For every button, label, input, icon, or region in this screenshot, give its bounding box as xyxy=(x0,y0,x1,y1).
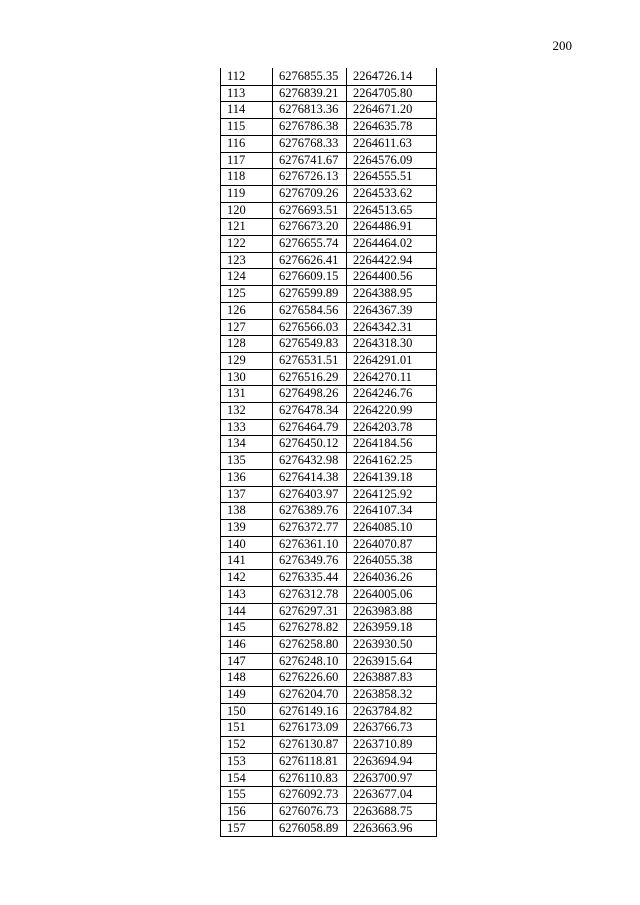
table-row xyxy=(221,536,437,553)
point-number-cell: 117 xyxy=(221,152,273,169)
point-number-cell: 149 xyxy=(221,687,273,704)
x-coordinate-cell: 6276498.26 xyxy=(273,386,347,403)
table-row xyxy=(221,185,437,202)
table-row xyxy=(221,620,437,637)
x-coordinate-cell: 6276726.13 xyxy=(273,169,347,186)
table-row xyxy=(221,286,437,303)
point-number-cell: 132 xyxy=(221,403,273,420)
x-coordinate-cell: 6276361.10 xyxy=(273,536,347,553)
x-coordinate-cell: 6276839.21 xyxy=(273,85,347,102)
y-coordinate-cell: 2264342.31 xyxy=(347,319,437,336)
point-number-cell: 113 xyxy=(221,85,273,102)
point-number-cell: 115 xyxy=(221,119,273,136)
x-coordinate-cell: 6276693.51 xyxy=(273,202,347,219)
x-coordinate-cell: 6276297.31 xyxy=(273,603,347,620)
table-row xyxy=(221,553,437,570)
y-coordinate-cell: 2264085.10 xyxy=(347,519,437,536)
page-number: 200 xyxy=(552,38,572,53)
x-coordinate-cell: 6276464.79 xyxy=(273,419,347,436)
y-coordinate-cell: 2264533.62 xyxy=(347,185,437,202)
point-number-cell: 119 xyxy=(221,185,273,202)
table-row xyxy=(221,202,437,219)
point-number-cell: 118 xyxy=(221,169,273,186)
x-coordinate-cell: 6276432.98 xyxy=(273,453,347,470)
y-coordinate-cell: 2264184.56 xyxy=(347,436,437,453)
point-number-cell: 134 xyxy=(221,436,273,453)
y-coordinate-cell: 2264055.38 xyxy=(347,553,437,570)
table-row xyxy=(221,503,437,520)
point-number-cell: 136 xyxy=(221,469,273,486)
table-row xyxy=(221,252,437,269)
table-row xyxy=(221,336,437,353)
table-row xyxy=(221,453,437,470)
table-row xyxy=(221,603,437,620)
y-coordinate-cell: 2263858.32 xyxy=(347,687,437,704)
x-coordinate-cell: 6276599.89 xyxy=(273,286,347,303)
x-coordinate-cell: 6276248.10 xyxy=(273,653,347,670)
x-coordinate-cell: 6276372.77 xyxy=(273,519,347,536)
table-row xyxy=(221,486,437,503)
x-coordinate-cell: 6276609.15 xyxy=(273,269,347,286)
y-coordinate-cell: 2263915.64 xyxy=(347,653,437,670)
x-coordinate-cell: 6276389.76 xyxy=(273,503,347,520)
y-coordinate-cell: 2263710.89 xyxy=(347,737,437,754)
point-number-cell: 139 xyxy=(221,519,273,536)
y-coordinate-cell: 2264162.25 xyxy=(347,453,437,470)
table-row xyxy=(221,519,437,536)
point-number-cell: 120 xyxy=(221,202,273,219)
x-coordinate-cell: 6276110.83 xyxy=(273,770,347,787)
y-coordinate-cell: 2263694.94 xyxy=(347,753,437,770)
table-row xyxy=(221,386,437,403)
point-number-cell: 130 xyxy=(221,369,273,386)
y-coordinate-cell: 2264125.92 xyxy=(347,486,437,503)
table-row xyxy=(221,770,437,787)
x-coordinate-cell: 6276516.29 xyxy=(273,369,347,386)
point-number-cell: 156 xyxy=(221,803,273,820)
y-coordinate-cell: 2264203.78 xyxy=(347,419,437,436)
table-row xyxy=(221,302,437,319)
point-number-cell: 150 xyxy=(221,703,273,720)
table-row xyxy=(221,135,437,152)
point-number-cell: 123 xyxy=(221,252,273,269)
point-number-cell: 151 xyxy=(221,720,273,737)
x-coordinate-cell: 6276278.82 xyxy=(273,620,347,637)
table-row xyxy=(221,169,437,186)
y-coordinate-cell: 2264246.76 xyxy=(347,386,437,403)
y-coordinate-cell: 2263766.73 xyxy=(347,720,437,737)
table-row xyxy=(221,236,437,253)
y-coordinate-cell: 2264139.18 xyxy=(347,469,437,486)
point-number-cell: 155 xyxy=(221,787,273,804)
x-coordinate-cell: 6276786.38 xyxy=(273,119,347,136)
x-coordinate-cell: 6276118.81 xyxy=(273,753,347,770)
point-number-cell: 128 xyxy=(221,336,273,353)
x-coordinate-cell: 6276204.70 xyxy=(273,687,347,704)
point-number-cell: 141 xyxy=(221,553,273,570)
point-number-cell: 140 xyxy=(221,536,273,553)
table-row xyxy=(221,703,437,720)
y-coordinate-cell: 2264220.99 xyxy=(347,403,437,420)
point-number-cell: 129 xyxy=(221,352,273,369)
y-coordinate-cell: 2263700.97 xyxy=(347,770,437,787)
table-row xyxy=(221,803,437,820)
table-row xyxy=(221,720,437,737)
y-coordinate-cell: 2264291.01 xyxy=(347,352,437,369)
x-coordinate-cell: 6276258.80 xyxy=(273,636,347,653)
table-row xyxy=(221,69,437,86)
table-row xyxy=(221,737,437,754)
x-coordinate-cell: 6276092.73 xyxy=(273,787,347,804)
point-number-cell: 114 xyxy=(221,102,273,119)
point-number-cell: 142 xyxy=(221,570,273,587)
y-coordinate-cell: 2264726.14 xyxy=(347,69,437,86)
point-number-cell: 126 xyxy=(221,302,273,319)
table-row xyxy=(221,352,437,369)
x-coordinate-cell: 6276349.76 xyxy=(273,553,347,570)
y-coordinate-cell: 2264318.30 xyxy=(347,336,437,353)
y-coordinate-cell: 2264270.11 xyxy=(347,369,437,386)
point-number-cell: 154 xyxy=(221,770,273,787)
point-number-cell: 146 xyxy=(221,636,273,653)
table-row xyxy=(221,753,437,770)
point-number-cell: 153 xyxy=(221,753,273,770)
table-row xyxy=(221,119,437,136)
point-number-cell: 121 xyxy=(221,219,273,236)
y-coordinate-cell: 2264005.06 xyxy=(347,586,437,603)
table-row xyxy=(221,653,437,670)
point-number-cell: 144 xyxy=(221,603,273,620)
table-row xyxy=(221,670,437,687)
x-coordinate-cell: 6276403.97 xyxy=(273,486,347,503)
table-row xyxy=(221,369,437,386)
table-row xyxy=(221,403,437,420)
y-coordinate-cell: 2264070.87 xyxy=(347,536,437,553)
x-coordinate-cell: 6276531.51 xyxy=(273,352,347,369)
point-number-cell: 127 xyxy=(221,319,273,336)
y-coordinate-cell: 2264486.91 xyxy=(347,219,437,236)
x-coordinate-cell: 6276584.56 xyxy=(273,302,347,319)
y-coordinate-cell: 2263887.83 xyxy=(347,670,437,687)
table-row xyxy=(221,636,437,653)
point-number-cell: 131 xyxy=(221,386,273,403)
point-number-cell: 143 xyxy=(221,586,273,603)
y-coordinate-cell: 2263663.96 xyxy=(347,820,437,837)
y-coordinate-cell: 2264367.39 xyxy=(347,302,437,319)
x-coordinate-cell: 6276335.44 xyxy=(273,570,347,587)
y-coordinate-cell: 2264705.80 xyxy=(347,85,437,102)
point-number-cell: 124 xyxy=(221,269,273,286)
coordinates-table-body xyxy=(221,69,437,837)
x-coordinate-cell: 6276450.12 xyxy=(273,436,347,453)
point-number-cell: 112 xyxy=(221,69,273,86)
x-coordinate-cell: 6276226.60 xyxy=(273,670,347,687)
point-number-cell: 125 xyxy=(221,286,273,303)
table-row xyxy=(221,787,437,804)
x-coordinate-cell: 6276566.03 xyxy=(273,319,347,336)
y-coordinate-cell: 2264464.02 xyxy=(347,236,437,253)
y-coordinate-cell: 2264576.09 xyxy=(347,152,437,169)
point-number-cell: 133 xyxy=(221,419,273,436)
x-coordinate-cell: 6276741.67 xyxy=(273,152,347,169)
table-row xyxy=(221,469,437,486)
x-coordinate-cell: 6276076.73 xyxy=(273,803,347,820)
y-coordinate-cell: 2263688.75 xyxy=(347,803,437,820)
table-row xyxy=(221,687,437,704)
x-coordinate-cell: 6276312.78 xyxy=(273,586,347,603)
y-coordinate-cell: 2264671.20 xyxy=(347,102,437,119)
point-number-cell: 152 xyxy=(221,737,273,754)
y-coordinate-cell: 2264036.26 xyxy=(347,570,437,587)
x-coordinate-cell: 6276173.09 xyxy=(273,720,347,737)
point-number-cell: 145 xyxy=(221,620,273,637)
x-coordinate-cell: 6276855.35 xyxy=(273,69,347,86)
y-coordinate-cell: 2264107.34 xyxy=(347,503,437,520)
table-row xyxy=(221,152,437,169)
x-coordinate-cell: 6276414.38 xyxy=(273,469,347,486)
table-row xyxy=(221,102,437,119)
x-coordinate-cell: 6276709.26 xyxy=(273,185,347,202)
table-row xyxy=(221,319,437,336)
point-number-cell: 135 xyxy=(221,453,273,470)
point-number-cell: 148 xyxy=(221,670,273,687)
y-coordinate-cell: 2263983.88 xyxy=(347,603,437,620)
y-coordinate-cell: 2264400.56 xyxy=(347,269,437,286)
y-coordinate-cell: 2263930.50 xyxy=(347,636,437,653)
table-row xyxy=(221,570,437,587)
table-row xyxy=(221,820,437,837)
table-row xyxy=(221,436,437,453)
y-coordinate-cell: 2263677.04 xyxy=(347,787,437,804)
y-coordinate-cell: 2264635.78 xyxy=(347,119,437,136)
point-number-cell: 157 xyxy=(221,820,273,837)
point-number-cell: 147 xyxy=(221,653,273,670)
x-coordinate-cell: 6276058.89 xyxy=(273,820,347,837)
coordinates-table xyxy=(220,68,437,837)
point-number-cell: 137 xyxy=(221,486,273,503)
table-row xyxy=(221,586,437,603)
y-coordinate-cell: 2264513.65 xyxy=(347,202,437,219)
table-row xyxy=(221,269,437,286)
x-coordinate-cell: 6276478.34 xyxy=(273,403,347,420)
y-coordinate-cell: 2264611.63 xyxy=(347,135,437,152)
point-number-cell: 122 xyxy=(221,236,273,253)
x-coordinate-cell: 6276626.41 xyxy=(273,252,347,269)
x-coordinate-cell: 6276130.87 xyxy=(273,737,347,754)
y-coordinate-cell: 2264388.95 xyxy=(347,286,437,303)
x-coordinate-cell: 6276768.33 xyxy=(273,135,347,152)
point-number-cell: 138 xyxy=(221,503,273,520)
x-coordinate-cell: 6276673.20 xyxy=(273,219,347,236)
point-number-cell: 116 xyxy=(221,135,273,152)
x-coordinate-cell: 6276549.83 xyxy=(273,336,347,353)
x-coordinate-cell: 6276813.36 xyxy=(273,102,347,119)
y-coordinate-cell: 2264422.94 xyxy=(347,252,437,269)
y-coordinate-cell: 2263784.82 xyxy=(347,703,437,720)
table-row xyxy=(221,219,437,236)
x-coordinate-cell: 6276149.16 xyxy=(273,703,347,720)
y-coordinate-cell: 2264555.51 xyxy=(347,169,437,186)
y-coordinate-cell: 2263959.18 xyxy=(347,620,437,637)
table-row xyxy=(221,85,437,102)
x-coordinate-cell: 6276655.74 xyxy=(273,236,347,253)
table-row xyxy=(221,419,437,436)
